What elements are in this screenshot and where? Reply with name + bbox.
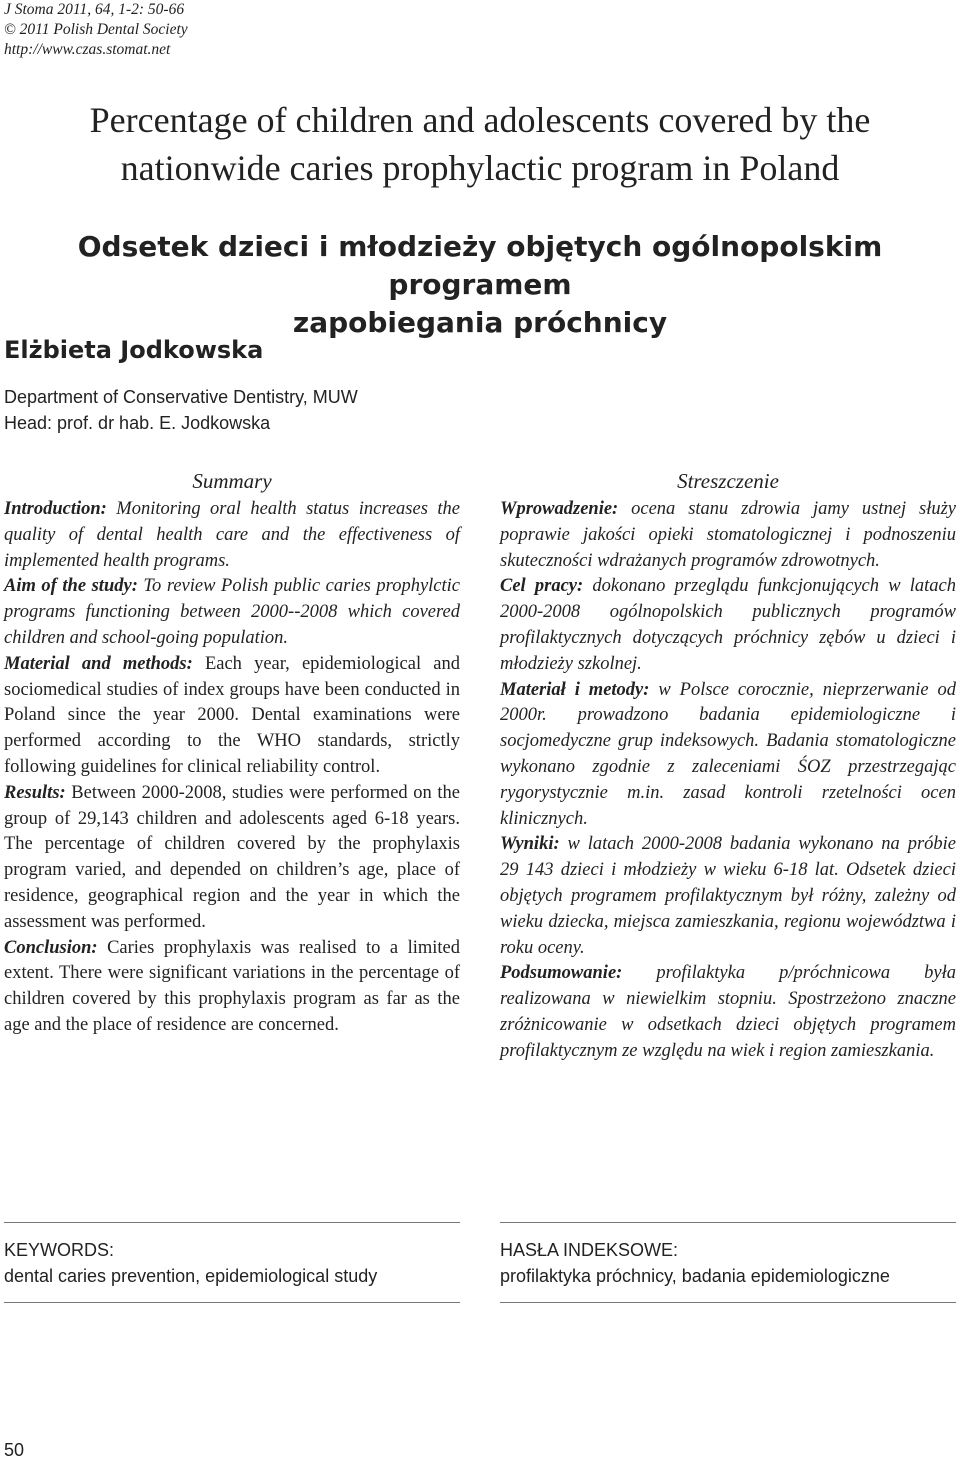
streszczenie-podsumowanie [500, 961, 956, 1064]
streszczenie-metody [500, 678, 956, 833]
department: Department of Conservative Dentistry, MUW [4, 387, 358, 407]
author-name: Elżbieta Jodkowska [4, 336, 264, 364]
streszczenie-heading: Streszczenie [677, 469, 779, 493]
section-label: Conclusion: [4, 937, 98, 958]
citation: J Stoma 2011, 64, 1-2: 50-66 [4, 1, 185, 18]
section-label: Aim of the study: [4, 576, 138, 597]
copyright: © 2011 Polish Dental Society [4, 21, 188, 38]
summary-conclusion [4, 936, 460, 1039]
summary-methods [4, 652, 460, 781]
section-label: Introduction: [4, 499, 107, 519]
summary-polish [500, 466, 956, 1065]
section-text: Caries prophylaxis was realised to a limited extent. There were significant variations in the percentage of children covered by this prophylaxis program as far as the age and the place of residence are concerned. [4, 937, 460, 1035]
section-text: profilaktyka p/próchnicowa była realizowana w niewielkim stopniu. Spostrzeżono znaczne zróżnicowanie w odsetkach dzieci objętych programem profilaktycznym ze względu na wiek i region zamieszkania. [500, 963, 956, 1061]
section-label: Podsumowanie: [500, 963, 623, 984]
section-text: ocena stanu zdrowia jamy ustnej służy poprawie jakości opieki stomatologicznej i podnoszeniu skuteczności wdrażanych programów zdrowotnych. [500, 499, 956, 571]
section-label: Material and methods: [4, 653, 193, 674]
keywords-title: KEYWORDS: [4, 1240, 115, 1260]
hasla-top-rule [500, 1222, 956, 1223]
section-text: Between 2000-2008, studies were performed on the group of 29,143 children and adolescents aged 6-18 years. The percentage of children covered by the prophylaxis program varied, and depended on children’s age, place of residence, geographical region and the year in which the assessment was performed. [4, 782, 460, 932]
section-label: Results: [4, 782, 66, 803]
page-number: 50 [4, 1440, 25, 1460]
summary-english [4, 466, 460, 1039]
summary-introduction [4, 497, 460, 574]
citation-header [4, 0, 188, 60]
journal-url[interactable]: http://www.czas.stomat.net [4, 41, 171, 58]
paper-subtitle [40, 228, 920, 342]
section-text: To review Polish public caries prophylctic programs functioning between 2000--2008 which covered children and school-going population. [4, 576, 460, 648]
section-text: dokonano przeglądu funkcjonujących w latach 2000-2008 ogólnopolskich publicznych programów profilaktycznych dotyczących próchnicy zębów u dzieci i młodzieży szkolnej. [500, 576, 956, 674]
section-label: Cel pracy: [500, 576, 584, 597]
streszczenie-wprowadzenie [500, 497, 956, 574]
summary-heading: Summary [192, 469, 272, 493]
head-of-department: Head: prof. dr hab. E. Jodkowska [4, 413, 271, 433]
paper-title [0, 96, 960, 192]
section-label: Wprowadzenie: [500, 499, 619, 519]
keywords-bottom-rule [4, 1302, 460, 1303]
subtitle-line-1: Odsetek dzieci i młodzieży objętych ogólnopolskim programem [77, 230, 883, 301]
section-label: Wyniki: [500, 834, 560, 855]
hasla-text: profilaktyka próchnicy, badania epidemiologiczne [500, 1266, 890, 1286]
summary-aim [4, 574, 460, 651]
subtitle-line-2: zapobiegania próchnicy [292, 306, 668, 339]
keywords-text: dental caries prevention, epidemiological study [4, 1266, 378, 1286]
hasla-bottom-rule [500, 1302, 956, 1303]
section-text: Monitoring oral health status increases the quality of dental health care and the effectiveness of implemented health programs. [4, 499, 460, 571]
section-text: w Polsce corocznie, nieprzerwanie od 2000r. prowadzono badania epidemiologiczne i socjomedyczne grup indeksowych. Badania stomatologiczne wykonano zgodnie z zaleceniami ŚOZ przestrzegając rygorystycznie m.in. zasad kontroli rzetelności ocen klinicznych. [500, 679, 956, 829]
section-text: Each year, epidemiological and sociomedical studies of index groups have been conducted in Poland since the year 2000. Dental examinations were performed according to the WHO standards, strictly following guidelines for clinical reliability control. [4, 653, 460, 777]
title-line-1: Percentage of children and adolescents covered by the [89, 100, 871, 140]
streszczenie-cel [500, 574, 956, 677]
section-label: Materiał i metody: [500, 679, 650, 700]
summary-results [4, 781, 460, 936]
title-line-2: nationwide caries prophylactic program in Poland [120, 148, 840, 188]
affiliation [4, 384, 358, 436]
hasla-title: HASŁA INDEKSOWE: [500, 1240, 679, 1260]
keywords-top-rule [4, 1222, 460, 1223]
streszczenie-wyniki [500, 832, 956, 961]
section-text: w latach 2000-2008 badania wykonano na próbie 29 143 dzieci i młodzieży w wieku 6-18 lat. Odsetek dzieci objętych programem profilaktycznym był różny, zależny od wieku dziecka, miejsca zamieszkania, regionu województwa i roku oceny. [500, 834, 956, 958]
